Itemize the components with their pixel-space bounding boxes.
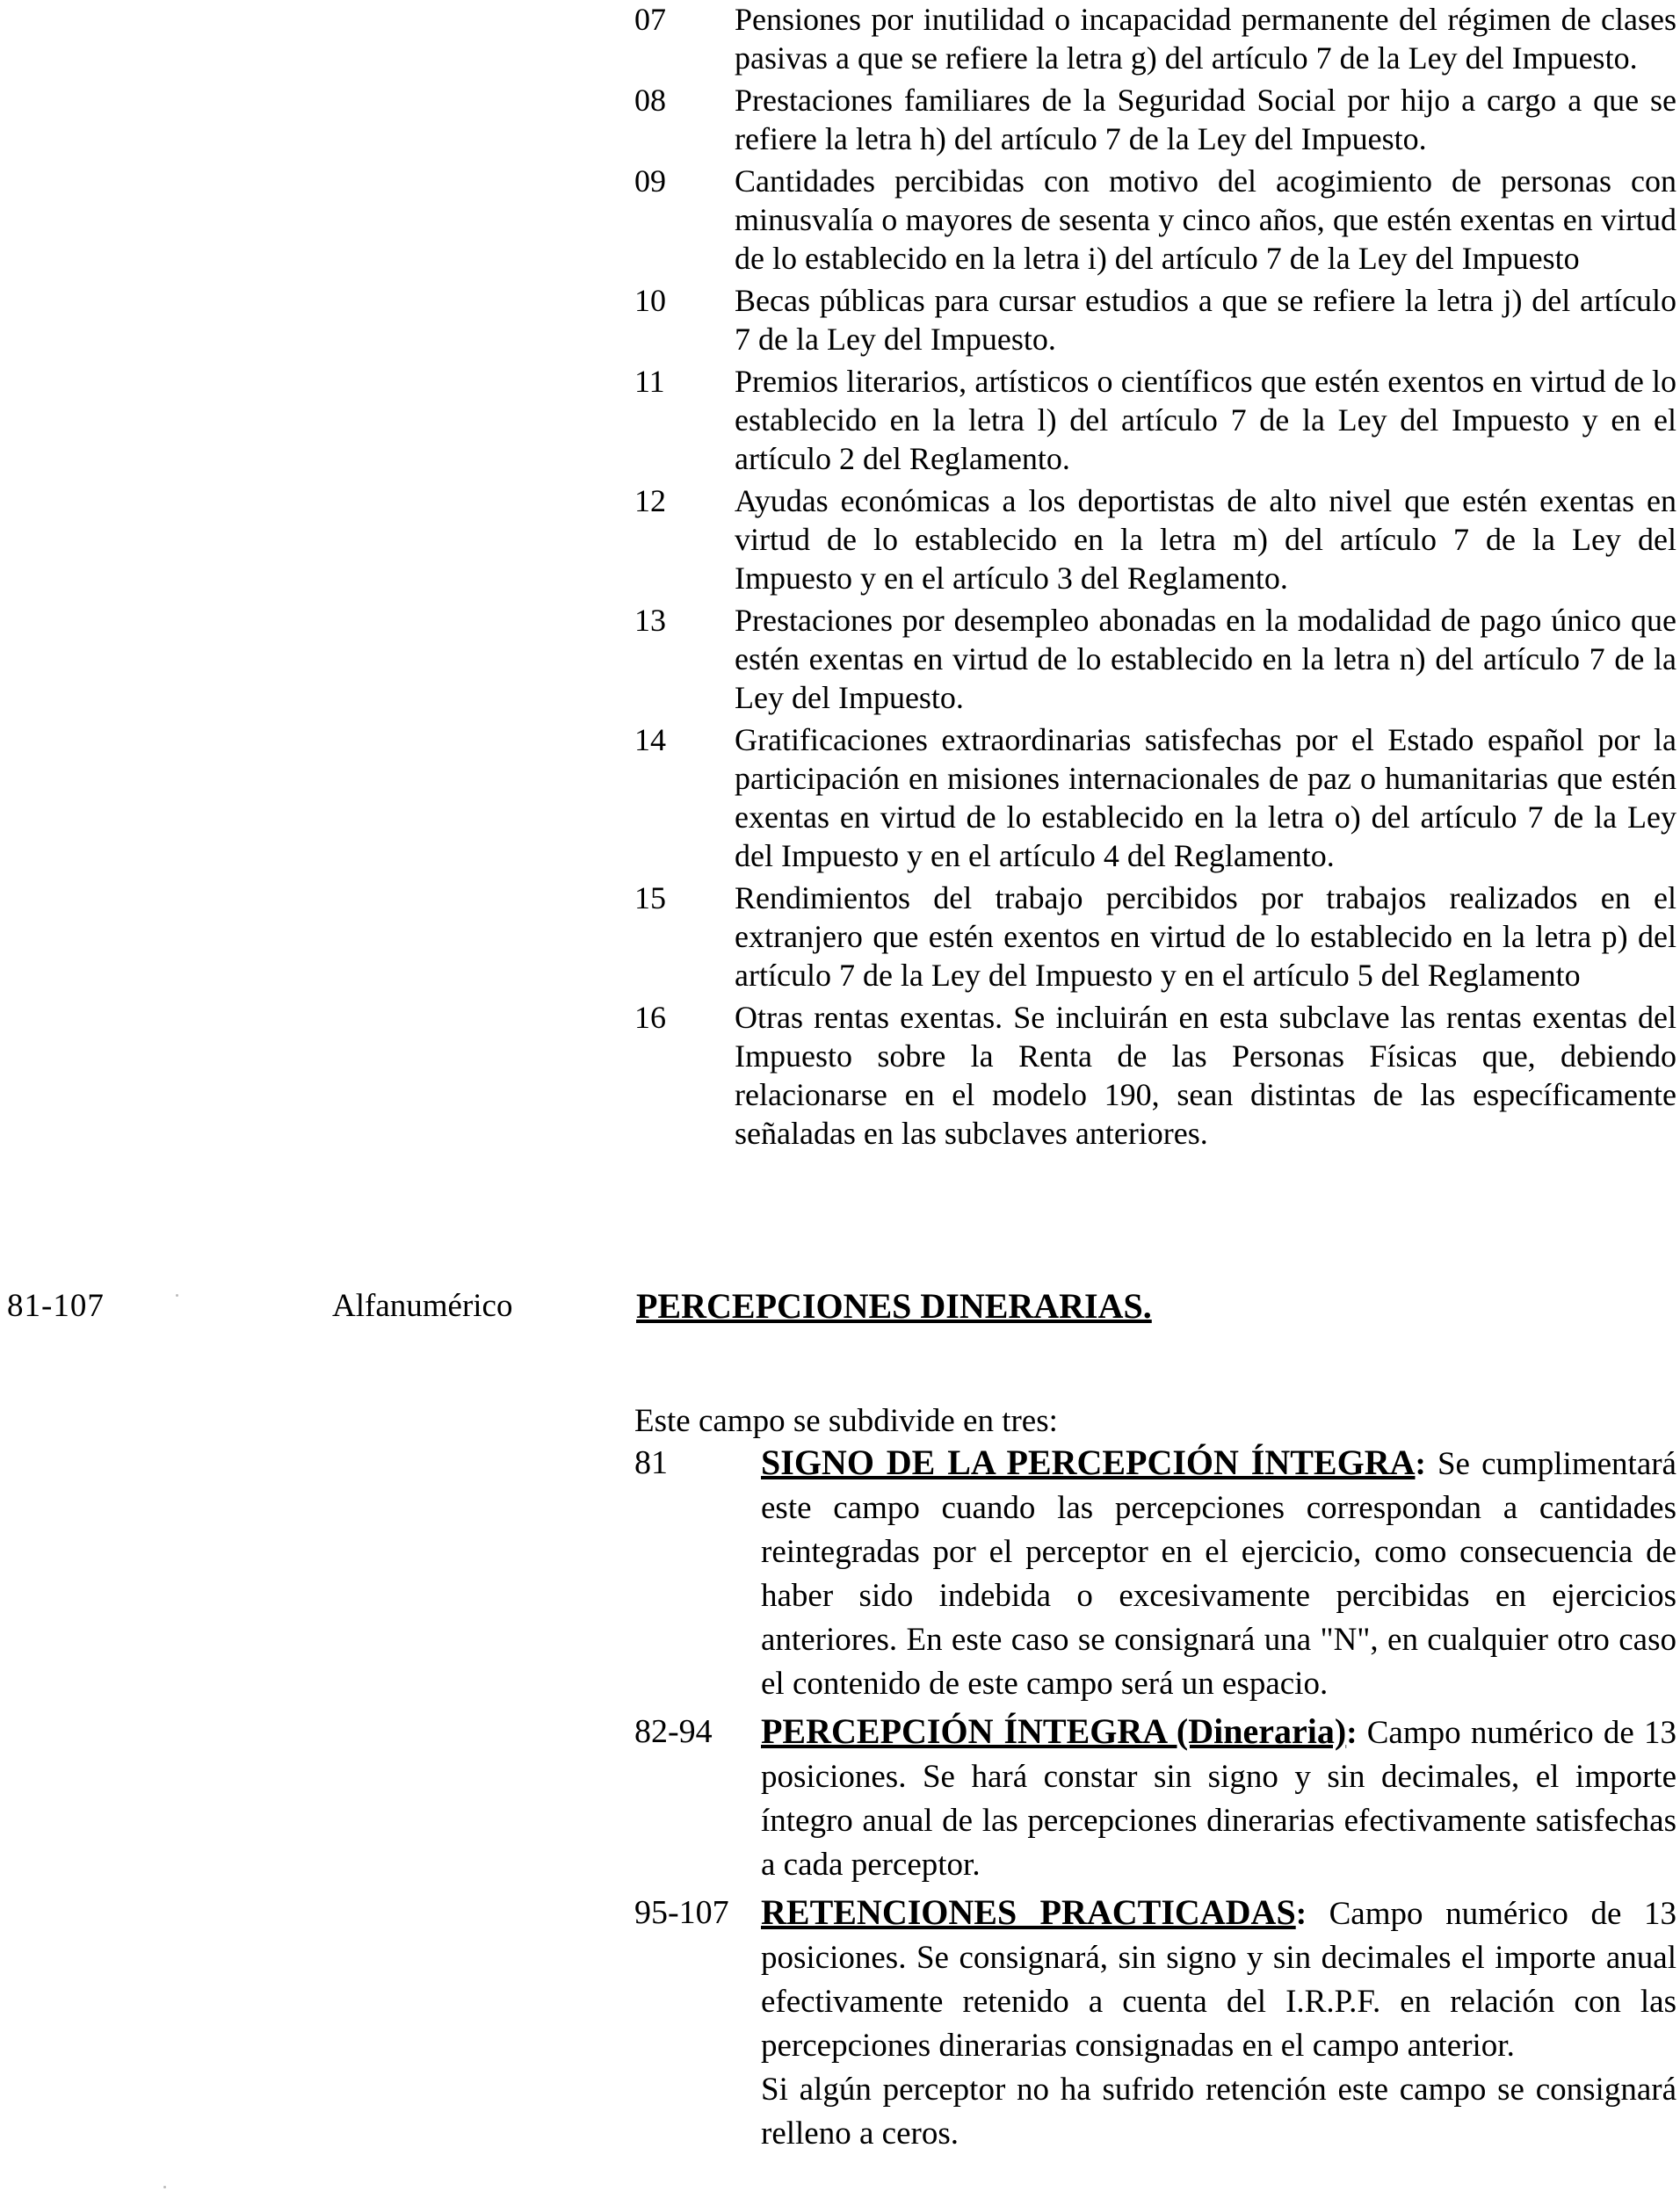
subkey-description: Rendimientos del trabajo percibidos por trabajos realizados en el extranjero que estén exentos en virtud de lo establecido en la letra p) del artículo 7 de la Ley del Impuesto y en el artículo 5 del Reglamento bbox=[735, 880, 1676, 993]
subkey-item bbox=[634, 481, 1676, 597]
subkey-code: 10 bbox=[634, 283, 666, 318]
subkey-item bbox=[634, 720, 1676, 875]
subfield-heading: SIGNO DE LA PERCEPCIÓN ÍNTEGRA bbox=[761, 1443, 1416, 1482]
subkey-item bbox=[634, 0, 1676, 77]
subkey-code: 14 bbox=[634, 722, 666, 757]
field-type: Alfanumérico bbox=[332, 1288, 513, 1324]
subkey-item bbox=[634, 879, 1676, 995]
subfield-item bbox=[634, 1441, 1676, 1706]
subkey-item bbox=[634, 998, 1676, 1153]
subfield-item bbox=[634, 1710, 1676, 1887]
field-title: PERCEPCIONES DINERARIAS. bbox=[636, 1286, 1152, 1326]
subkey-item bbox=[634, 162, 1676, 278]
subfield-code: 82-94 bbox=[634, 1713, 713, 1750]
subkey-item bbox=[634, 81, 1676, 158]
subfield-colon: : bbox=[1346, 1715, 1358, 1751]
subkey-list bbox=[634, 0, 1676, 1156]
subfield-heading: RETENCIONES PRACTICADAS bbox=[761, 1892, 1296, 1932]
subfield-text: Campo numérico de 13 posiciones. Se hará constar sin signo y sin decimales, el importe íntegro anual de las percepciones dinerarias efectivamente satisfechas a cada perceptor. bbox=[761, 1715, 1676, 1883]
subkey-description: Prestaciones familiares de la Seguridad Social por hijo a cargo a que se refiere la letra h) del artículo 7 de la Ley del Impuesto. bbox=[735, 83, 1676, 156]
subfield-description bbox=[761, 1891, 1676, 2156]
subkey-code: 11 bbox=[634, 364, 665, 399]
subkey-description: Pensiones por inutilidad o incapacidad permanente del régimen de clases pasivas a que se refiere la letra g) del artículo 7 de la Ley del Impuesto. bbox=[735, 2, 1676, 76]
subkey-code: 16 bbox=[634, 1000, 666, 1035]
field-positions: 81-107 bbox=[7, 1288, 105, 1324]
subkey-code: 08 bbox=[634, 83, 666, 118]
subkey-item bbox=[634, 601, 1676, 717]
subkey-description: Ayudas económicas a los deportistas de alto nivel que estén exentas en virtud de lo establecido en la letra m) del artículo 7 de la Ley del Impuesto y en el artículo 3 del Reglamento. bbox=[735, 483, 1676, 596]
subkey-code: 15 bbox=[634, 880, 666, 915]
subfield-colon: : bbox=[1295, 1896, 1307, 1932]
subkey-item bbox=[634, 281, 1676, 358]
subfield-item bbox=[634, 1891, 1676, 2156]
subfield-paragraph bbox=[761, 1891, 1676, 2068]
field-intro: Este campo se subdivide en tres: bbox=[634, 1403, 1058, 1439]
subkey-item bbox=[634, 362, 1676, 478]
subkey-code: 07 bbox=[634, 2, 666, 37]
subfield-description bbox=[761, 1710, 1676, 1887]
subfield-list bbox=[634, 1441, 1676, 2159]
subkey-description: Gratificaciones extraordinarias satisfechas por el Estado español por la participación en misiones internacionales de paz o humanitarias que estén exentas en virtud de lo establecido en la letra o) del artículo 7 de la Ley del Impuesto y en el artículo 4 del Reglamento. bbox=[735, 722, 1676, 873]
subkey-code: 09 bbox=[634, 163, 666, 199]
subkey-description: Becas públicas para cursar estudios a que se refiere la letra j) del artículo 7 de la Ley del Impuesto. bbox=[735, 283, 1676, 357]
subfield-text: Se cumplimentará este campo cuando las percepciones correspondan a cantidades reintegradas por el perceptor en el ejercicio, como consecuencia de haber sido indebida o excesivamente percibidas en ejercicios anteriores. En este caso se consignará una "N", en cualquier otro caso el contenido de este campo será un espacio. bbox=[761, 1446, 1676, 1702]
subfield-colon: : bbox=[1415, 1446, 1426, 1482]
subkey-description: Cantidades percibidas con motivo del acogimiento de personas con minusvalía o mayores de sesenta y cinco años, que estén exentas en virtud de lo establecido en la letra i) del artículo 7 de la Ley del Impuesto bbox=[735, 163, 1676, 276]
subkey-description: Prestaciones por desempleo abonadas en la modalidad de pago único que estén exentas en virtud de lo establecido en la letra n) del artículo 7 de la Ley del Impuesto. bbox=[735, 603, 1676, 715]
scan-speck bbox=[176, 1294, 178, 1297]
subfield-code: 81 bbox=[634, 1444, 668, 1481]
subfield-text: Campo numérico de 13 posiciones. Se consignará, sin signo y sin decimales el importe anual efectivamente retenido a cuenta del I.R.P.F. en relación con las percepciones dinerarias consignadas en el campo anterior. bbox=[761, 1896, 1676, 2064]
scan-speck bbox=[163, 2186, 166, 2188]
subkey-description: Premios literarios, artísticos o científicos que estén exentos en virtud de lo establecido en la letra l) del artículo 7 de la Ley del Impuesto y en el artículo 2 del Reglamento. bbox=[735, 364, 1676, 476]
subfield-description bbox=[761, 1441, 1676, 1706]
subfield-code: 95-107 bbox=[634, 1894, 729, 1931]
subkey-code: 13 bbox=[634, 603, 666, 638]
subfield-heading: PERCEPCIÓN ÍNTEGRA (Dineraria) bbox=[761, 1711, 1347, 1751]
subkey-description: Otras rentas exentas. Se incluirán en esta subclave las rentas exentas del Impuesto sobre la Renta de las Personas Físicas que, debiendo relacionarse en el modelo 190, sean distintas de las específicamente señaladas en las subclaves anteriores. bbox=[735, 1000, 1676, 1151]
subkey-code: 12 bbox=[634, 483, 666, 518]
subfield-note: Si algún perceptor no ha sufrido retención este campo se consignará relleno a ceros. bbox=[761, 2072, 1676, 2152]
